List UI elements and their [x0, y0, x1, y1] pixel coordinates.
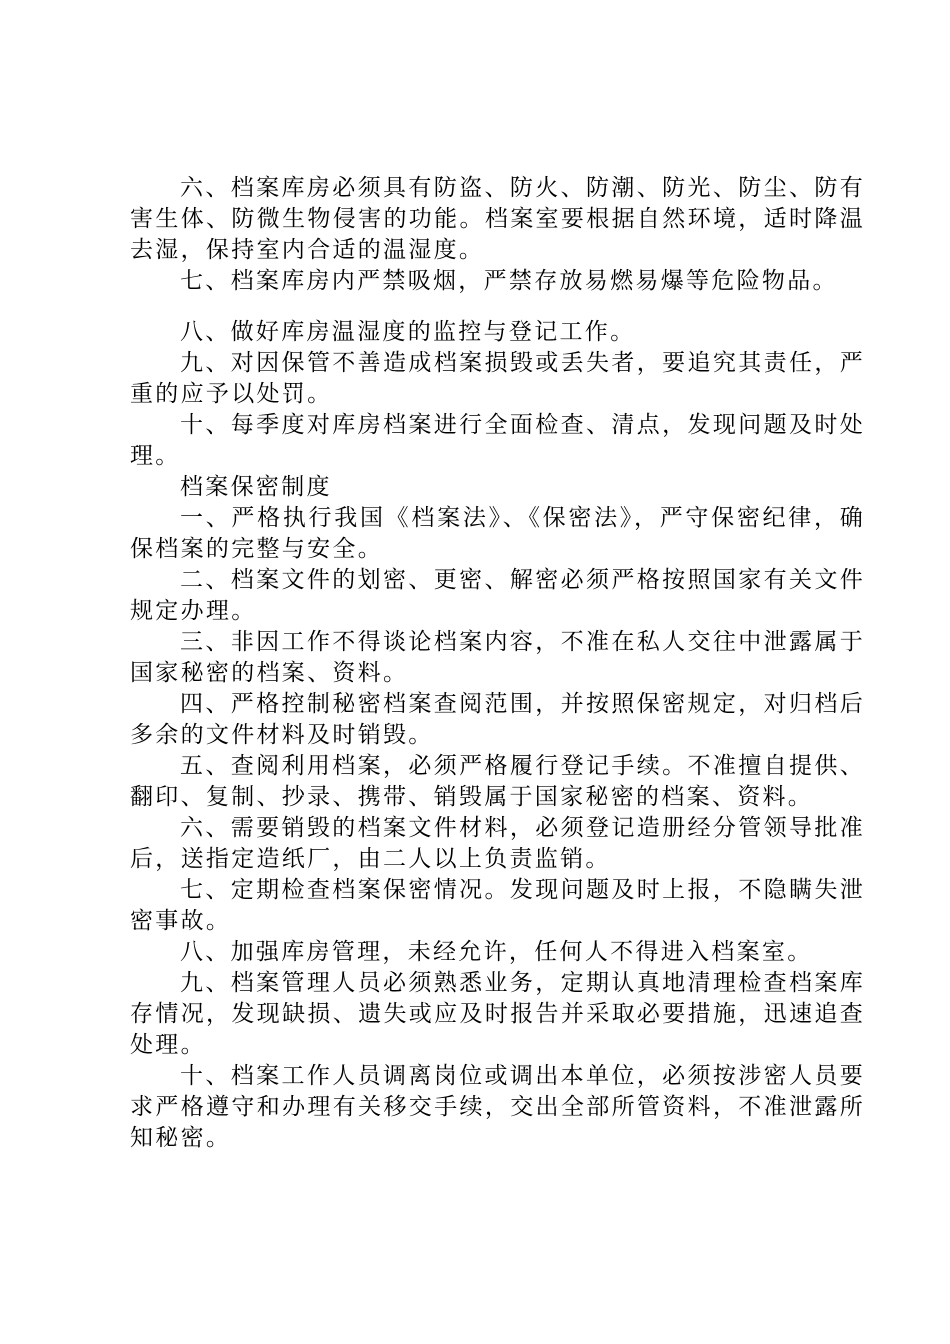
- paragraph: 九、档案管理人员必须熟悉业务，定期认真地清理检查档案库存情况，发现缺损、遗失或应及时报告并采取必要措施，迅速追查处理。: [130, 970, 865, 1058]
- paragraph: 一、严格执行我国《档案法》、《保密法》，严守保密纪律，确保档案的完整与安全。: [130, 505, 865, 562]
- paragraph: 十、档案工作人员调离岗位或调出本单位，必须按涉密人员要求严格遵守和办理有关移交手续，交出全部所管资料，不准泄露所知秘密。: [130, 1063, 865, 1151]
- paragraph: 七、档案库房内严禁吸烟，严禁存放易燃易爆等危险物品。: [180, 268, 838, 294]
- paragraph: 四、严格控制秘密档案查阅范围，并按照保密规定，对归档后多余的文件材料及时销毁。: [130, 691, 865, 748]
- document-body: [130, 173, 865, 1154]
- paragraph: 八、加强库房管理，未经允许，任何人不得进入档案室。: [180, 939, 813, 965]
- paragraph: 七、定期检查档案保密情况。发现问题及时上报，不隐瞒失泄密事故。: [130, 877, 865, 934]
- paragraph: 三、非因工作不得谈论档案内容，不准在私人交往中泄露属于国家秘密的档案、资料。: [130, 629, 865, 686]
- paragraph: 六、需要销毁的档案文件材料，必须登记造册经分管领导批准后，送指定造纸厂，由二人以上负责监销。: [130, 815, 865, 872]
- section-title: 档案保密制度: [180, 474, 332, 500]
- paragraph: 五、查阅利用档案，必须严格履行登记手续。不准擅自提供、翻印、复制、抄录、携带、销毁属于国家秘密的档案、资料。: [130, 753, 865, 810]
- paragraph: 九、对因保管不善造成档案损毁或丢失者，要追究其责任，严重的应予以处罚。: [130, 350, 865, 407]
- paragraph: 二、档案文件的划密、更密、解密必须严格按照国家有关文件规定办理。: [130, 567, 865, 624]
- paragraph: 六、档案库房必须具有防盗、防火、防潮、防光、防尘、防有害生体、防微生物侵害的功能。档案室要根据自然环境，适时降温去湿，保持室内合适的温湿度。: [130, 175, 865, 263]
- paragraph: 十、每季度对库房档案进行全面检查、清点，发现问题及时处理。: [130, 412, 865, 469]
- paragraph: 八、做好库房温湿度的监控与登记工作。: [180, 319, 636, 345]
